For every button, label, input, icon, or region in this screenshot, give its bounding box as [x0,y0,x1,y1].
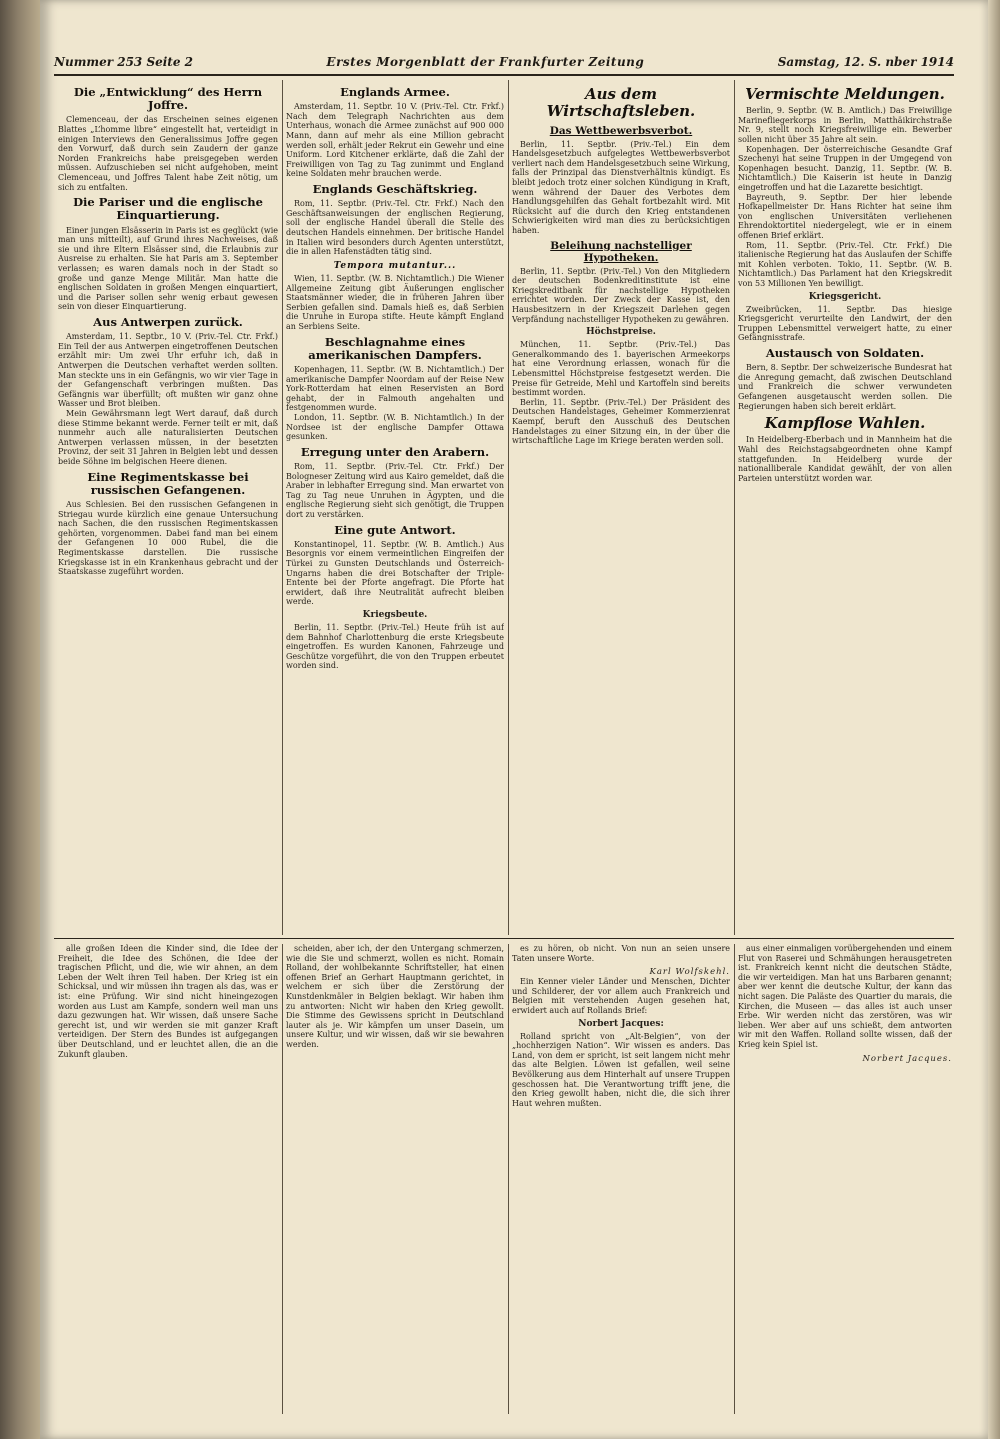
feuilleton-text: Rolland spricht von „Alt-Belgien“, von der „hochherzigen Nation“. Wir wissen es anders. Das Land, von dem er spricht, ist seit langem nicht mehr das alte Belgien. Löwen ist gefallen, weil seine Bevölkerung aus dem Hinterhalt auf unsere Truppen geschossen hat. Die Verantwortung trifft jene, die den Krieg gewollt haben, nicht die, die sich ihrer Haut wehren mußten. [512,1031,730,1108]
article-headline: Beschlagnahme eines amerikanischen Dampfers. [308,334,482,362]
column-divider [508,944,509,1414]
binding-spine [0,0,40,1439]
article-body: Berlin, 11. Septbr. (Priv.-Tel.) Von den Mitgliedern der deutschen Bodenkreditinstitute ist eine Kriegskreditbank für nachstellige Hypotheken errichtet worden. Der Zweck der Kasse ist, den Hausbesitzern in der Kriegszeit Darlehen gegen Verpfändung nachstelliger Hypotheken zu gewähren. [512,266,730,324]
column-divider [508,80,509,935]
feuilleton-text: aus einer einmaligen vorübergehenden und einem Flut von Raserei und Schmähungen herausgetreten ist. Frankreich kennt nicht die deutschen Städte, die wir verteidigen. Man hat uns Barbaren genannt; aber wer kennt die deutsche Kultur, der kann das nicht sagen. Die Paläste des Quartier du marais, die Kirchen, die Museen — das alles ist auch unser Erbe. Wir werden nicht das zerstören, was wir lieben. Wer aber auf uns schießt, dem antworten wir mit den Waffen. Rolland sollte wissen, daß der Krieg kein Spiel ist. [738,944,952,1049]
column-3 [512,82,730,934]
article-headline: Kampflose Wahlen. [764,414,926,433]
feuilleton-text: alle großen Ideen die Kinder sind, die Idee der Freiheit, die Idee des Schönen, die Idee der tragischen Pflicht, und die, wie wir ahnen, an dem Leben der Welt ihren Teil haben. Der Krieg ist ein Schicksal, und wir müssen ihn tragen als das, was er ist: eine Prüfung. Wir sind nicht hineingezogen worden aus Lust am Kampfe, sondern weil man uns dazu gezwungen hat. Wir wissen, daß unsere Sache gerecht ist, und wir werden sie mit ganzer Kraft verteidigen. Der Stern des Bundes ist aufgegangen über Deutschland, und er leuchtet allen, die an die Zukunft glauben. [58,944,278,1059]
article-body: Zweibrücken, 11. Septbr. Das hiesige Kriegsgericht verurteilte den Landwirt, der den Truppen Lebensmittel verweigert hatte, zu einer Gefängnisstrafe. [738,304,952,343]
article-headline: Beleihung nachstelliger Hypotheken. [550,239,692,264]
article-headline: Das Wettbewerbsverbot. [549,124,693,137]
article-body: Berlin, 9. Septbr. (W. B. Amtlich.) Das Freiwillige Marinefliegerkorps in Berlin, Matthäikirchstraße Nr. 9, stellt noch Kriegsfreiwillige ein. Bewerber sollen nicht über 35 Jahre alt sein. [738,106,952,145]
article-body: Amsterdam, 11. Septbr., 10 V. (Priv.-Tel. Ctr. Frkf.) Ein Teil der aus Antwerpen eingetroffenen Deutschen erzählt mir: Um zwei Uhr erfuhr ich, daß in Antwerpen die Deutschen verhaftet werden sollten. Man steckte uns in ein Gefängnis, wo wir vier Tage in der Gefangenschaft verbringen mußten. Das Gefängnis war überfüllt; oft mußten wir ganz ohne Wasser und Brot bleiben. [58,332,278,409]
article-body: Aus Schlesien. Bei den russischen Gefangenen in Striegau wurde kürzlich eine genaue Untersuchung nach Sachen, die den russischen Regimentskassen gehörten, vorgenommen. Dabei fand man bei einem der Gefangenen 10 000 Rubel, die die Regimentskasse darstellen. Die russische Kriegskasse ist in ein Krankenhaus gebracht und der Staatskasse zugeführt worden. [58,499,278,577]
article-body: Kopenhagen, 11. Septbr. (W. B. Nichtamtlich.) Der amerikanische Dampfer Noordam auf der Reise New York-Rotterdam hat einen Reservisten an Bord gehabt, der in Falmouth angehalten und festgenommen wurde. [286,365,504,413]
article-body: Mein Gewährsmann legt Wert darauf, daß durch diese Stimme bekannt werde. Ferner teilt er mit, daß nunmehr auch alle naturalisierten Deutschen Antwerpen verlassen müssen, in der besetzten Provinz, der seit 31 Jahren in Belgien lebt und dessen beide Söhne im belgischen Heere dienen. [58,408,278,466]
article-headline: Tempora mutantur... [333,260,457,271]
author-signature: Norbert Jacques. [862,1053,952,1064]
issue-date: Samstag, 12. S. nber 1914 [777,55,954,69]
section-headline: Aus dem Wirtschaftsleben. [546,85,696,121]
feuilleton-column-4 [738,944,952,1414]
article-headline: Die „Entwicklung“ des Herrn Joffre. [73,85,263,113]
section-subhead: Kriegsbeute. [362,610,428,620]
article-body: Berlin, 11. Septbr. (Priv.-Tel.) Heute früh ist auf dem Bahnhof Charlottenburg die erste Kriegsbeute eingetroffen. Es wurden Kanonen, Fahrzeuge und Geschütze vorgeführt, die von den Truppen erbeutet worden sind. [286,623,504,671]
article-headline: Austausch von Soldaten. [765,345,925,360]
masthead-rule [54,74,954,76]
section-subhead: Kriegsgericht. [808,291,882,302]
article-headline: Englands Armee. [340,85,450,99]
section-subhead: Höchstpreise. [586,327,656,338]
masthead [54,52,954,72]
column-2 [286,82,504,934]
article-body: In Heidelberg-Eberbach und in Mannheim hat die Wahl des Reichstagsabgeordneten ohne Kampf stattgefunden. In Heidelberg wurde der nationalliberale Kandidat gewählt, der von allen Parteien unterstützt worden war. [738,435,952,483]
article-headline: Die Pariser und die englische Einquartierung. [73,195,263,223]
article-body: Clemenceau, der das Erscheinen seines eigenen Blattes „L’homme libre“ eingestellt hat, verteidigt in einigen Interviews den Generalissimus Joffre gegen den Vorwurf, daß durch sein Zaudern der ganze Norden Frankreichs habe preisgegeben werden müssen. Aufzuschieben sei nicht aufgehoben, meint Clemenceau, und Joffres Talent habe Zeit nötig, um sich zu entfalten. [58,115,278,192]
author-signature: Karl Wolfskehl. [649,967,730,978]
article-body: London, 11. Septbr. (W. B. Nichtamtlich.) In der Nordsee ist der englische Dampfer Ottawa gesunken. [286,413,504,442]
author-heading: Norbert Jacques: [578,1018,664,1029]
article-body: Einer jungen Elsässerin in Paris ist es geglückt (wie man uns mitteilt), auf Grund ihres Nachweises, daß sie und ihre Eltern Elsässer sind, die Erlaubnis zur Ausreise zu erhalten. Sie hat Paris am 3. September verlassen; es waren damals noch in der Stadt so große und ganze Menge Militär. Man hatte die englischen Soldaten in großen Mengen einquartiert, und die Pariser sollen sehr wenig erbaut gewesen sein von dieser Einquartierung. [58,225,278,312]
article-headline: Aus Antwerpen zurück. [93,314,243,329]
article-body: Bern, 8. Septbr. Der schweizerische Bundesrat hat die Anregung gemacht, daß zwischen Deutschland und Frankreich die schwer verwundeten Gefangenen ausgetauscht werden sollen. Die Regierungen haben sich bereit erklärt. [738,363,952,411]
article-body: Rom, 11. Septbr. (Priv.-Tel. Ctr. Frkf.) Die italienische Regierung hat das Auslaufen der Schiffe mit Kohlen verboten. Tokio, 11. Septbr. (W. B. Nichtamtlich.) Das Parlament hat den Kriegskredit von 53 Millionen Yen bewilligt. [738,240,952,288]
feuilleton-column-2 [286,944,504,1414]
column-divider [282,944,283,1414]
article-body: Rom, 11. Septbr. (Priv.-Tel. Ctr. Frkf.) Der Bologneser Zeitung wird aus Kairo gemeldet, daß die Araber in lebhafter Erregung sind. Man erwartet von Tag zu Tag neue Unruhen in Ägypten, und die englische Regierung sieht sich genötigt, die Truppen dort zu verstärken. [286,462,504,520]
article-headline: Erregung unter den Arabern. [300,444,490,459]
column-divider [734,80,735,935]
article-body: Amsterdam, 11. Septbr. 10 V. (Priv.-Tel. Ctr. Frkf.) Nach dem Telegraph Nachrichten aus dem Unterhaus, wonach die Armee zunächst auf 900 000 Mann, dann auf mehr als eine Million gebracht werden soll, erhält jeder Rekrut ein Gewehr und eine Uniform. Lord Kitchener erklärte, daß die Zahl der Freiwilligen von Tag zu Tag zunimmt und England keine Soldaten mehr brauchen werde. [286,102,504,179]
article-body: Konstantinopel, 11. Septbr. (W. B. Amtlich.) Aus Besorgnis vor einem vermeintlichen Eingreifen der Türkei zu Gunsten Deutschlands und Österreich-Ungarns haben die drei Botschafter der Triple-Entente bei der Pforte angefragt. Die Pforte hat erwidert, daß ihre Neutralität aufrecht bleiben werde. [286,539,504,607]
feuilleton-column-3 [512,944,730,1414]
feuilleton-column-1 [58,944,278,1414]
page-edge [988,0,1000,1439]
article-body: Wien, 11. Septbr. (W. B. Nichtamtlich.) Die Wiener Allgemeine Zeitung gibt Äußerungen englischer Staatsmänner wieder, die in früheren Jahren über Serbien gefallen sind. Damals hieß es, daß Serbien die Unruhe in Europa stifte. Heute kämpft England an Serbiens Seite. [286,274,504,332]
newspaper-title: Erstes Morgenblatt der Frankfurter Zeitung [326,55,645,69]
article-headline: Englands Geschäftskrieg. [312,181,478,196]
article-body: Kopenhagen. Der österreichische Gesandte Graf Szechenyi hat seine Truppen in der Umgegend von Kopenhagen besucht. Danzig, 11. Septbr. (W. B. Nichtamtlich.) Die Kaiserin ist heute in Danzig eingetroffen und hat die Lazarette besichtigt. [738,144,952,192]
article-headline: Eine gute Antwort. [334,522,456,537]
feuilleton-text: scheiden, aber ich, der den Untergang schmerzen, wie die Sie und schmerzt, wollen es nicht. Romain Rolland, der wohlbekannte Schriftsteller, hat einen offenen Brief an Gerhart Hauptmann gerichtet, in welchem er sich über die Zerstörung der Kunstdenkmäler in Belgien beklagt. Wir haben ihm zu antworten: Nicht wir haben den Krieg gewollt. Die Stimme des Gewissens spricht in Deutschland lauter als je. Wir kämpfen um unser Dasein, um unsere Kultur, und wir wissen, daß wir sie bewahren werden. [286,944,504,1049]
feuilleton-text: Ein Kenner vieler Länder und Menschen, Dichter und Schilderer, der vor allem auch Frankreich und Belgien mit verstehenden Augen gesehen hat, erwidert auch auf Rollands Brief: [512,977,730,1015]
column-4 [738,82,952,934]
article-body: München, 11. Septbr. (Priv.-Tel.) Das Generalkommando des 1. bayerischen Armeekorps hat eine Verordnung erlassen, wonach für die Lebensmittel Höchstpreise festgesetzt werden. Die Preise für Getreide, Mehl und Kartoffeln sind bereits bestimmt worden. [512,340,730,398]
article-body: Berlin, 11. Septbr. (Priv.-Tel.) Der Präsident des Deutschen Handelstages, Geheimer Kommerzienrat Kaempf, beruft den Ausschuß des Deutschen Handelstages zu einer Sitzung ein, in der über die wirtschaftliche Lage im Kriege beraten werden soll. [512,397,730,446]
column-1 [58,82,278,934]
article-body: Berlin, 11. Septbr. (Priv.-Tel.) Ein dem Handelsgesetzbuch aufgelegtes Wettbewerbsverbot verliert nach dem Handelsgesetzbuch seine Wirkung, falls der Prinzipal das Dienstverhältnis kündigt. Es bleibt jedoch trotz einer solchen Kündigung in Kraft, wenn während der Dauer des Verbotes dem Handlungsgehilfen das Gehalt fortbezahlt wird. Mit Rücksicht auf die durch den Krieg entstandenen Schwierigkeiten wird man dies zu berücksichtigen haben. [512,139,730,235]
feuilleton-text: es zu hören, ob nicht. Von nun an seien unsere Taten unsere Worte. [512,944,730,963]
issue-number: Nummer 253 Seite 2 [54,55,194,69]
section-headline: Vermischte Meldungen. [745,85,945,103]
article-body: Rom, 11. Septbr. (Priv.-Tel. Ctr. Frkf.) Nach den Geschäftsanweisungen der englischen Regierung, soll der englische Handel überall die Stelle des deutschen Handels einnehmen. Der britische Handel in Italien wird besonders durch Agenten unterstützt, die in allen Hafenstädten tätig sind. [286,199,504,257]
column-divider [734,944,735,1414]
feuilleton-rule [54,938,954,939]
article-headline: Eine Regimentskasse bei russischen Gefangenen. [87,469,249,497]
column-divider [282,80,283,935]
article-body: Bayreuth, 9. Septbr. Der hier lebende Hofkapellmeister Dr. Hans Richter hat seine ihm von englischen Universitäten verliehenen Ehrendoktortitel niedergelegt, wie er in einem offenen Brief erklärt. [738,192,952,240]
